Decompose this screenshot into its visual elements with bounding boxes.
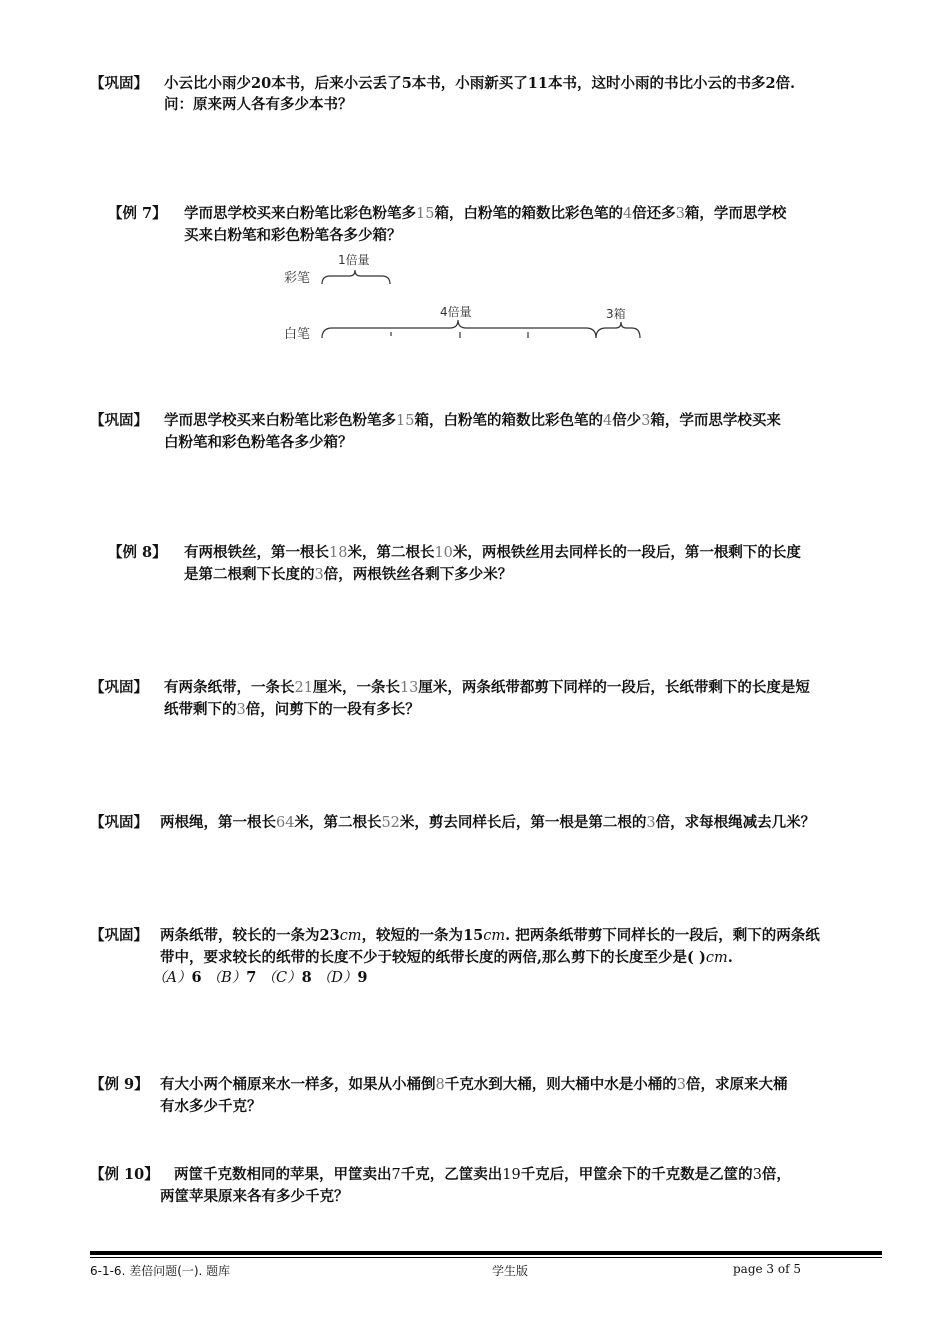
option-c: （C）8 xyxy=(261,969,312,986)
example-text: 学而思学校买来白粉笔比彩色粉笔多15箱，白粉笔的箱数比彩色笔的4倍还多3箱，学而思学校 买来白粉笔和彩色粉笔各多少箱？ xyxy=(184,205,787,244)
problem-tag: 【巩固】 xyxy=(90,927,148,944)
brace-label-four-units: 4倍量 xyxy=(440,305,472,319)
footer-doc-title: 6-1-6. 差倍问题(一). 题库 xyxy=(90,1264,231,1278)
example-tag: 【例 8】 xyxy=(108,544,167,561)
example-9 xyxy=(90,1074,890,1118)
answer-options xyxy=(152,967,367,989)
problem-q2 xyxy=(90,410,890,454)
problem-text: 有两条纸带，一条长21厘米，一条长13厘米，两条纸带都剪下同样的一段后，长纸带剩下的长度是短 纸带剩下的3倍，问剪下的一段有多长？ xyxy=(164,679,810,718)
problem-tag: 【巩固】 xyxy=(90,814,148,831)
option-d: （D）9 xyxy=(316,969,368,986)
label-colored-chalk: 彩笔 xyxy=(284,271,311,286)
footer-rule-thin xyxy=(90,1257,882,1258)
footer-edition: 学生版 xyxy=(492,1264,529,1278)
example-text: 有两根铁丝，第一根长18米，第二根长10米，两根铁丝用去同样长的一段后，第一根剩下的长度 是第二根剩下长度的3倍，两根铁丝各剩下多少米？ xyxy=(184,544,801,583)
option-a: （A）6 xyxy=(152,969,202,986)
problem-text: 两条纸带，较长的一条为23cm，较短的一条为15cm. 把两条纸带剪下同样长的一段后，剩下的两条纸 带中，要求较长的纸带的长度不少于较短的纸带长度的两倍,那么剪下的长度至少是( )cm. xyxy=(160,927,820,966)
example-tag: 【例 9】 xyxy=(90,1076,149,1093)
label-white-chalk: 白笔 xyxy=(284,327,311,342)
line-segment-diagram xyxy=(280,246,660,346)
example-10 xyxy=(90,1164,890,1208)
problem-q3 xyxy=(90,677,890,721)
problem-tag: 【巩固】 xyxy=(90,75,148,92)
example-tag: 【例 7】 xyxy=(108,205,167,222)
footer-rule-thick xyxy=(90,1251,882,1255)
footer-page-number: page 3 of 5 xyxy=(733,1262,801,1276)
brace-label-one-unit: 1倍量 xyxy=(338,253,370,267)
example-8 xyxy=(108,542,898,586)
problem-q5 xyxy=(90,925,890,989)
option-b: （B）7 xyxy=(206,969,257,986)
example-tag: 【例 10】 xyxy=(90,1166,159,1183)
problem-text: 学而思学校买来白粉笔比彩色粉笔多15箱，白粉笔的箱数比彩色笔的4倍少3箱，学而思学校买来 白粉笔和彩色粉笔各多少箱？ xyxy=(164,412,781,451)
example-text: 两筐千克数相同的苹果，甲筐卖出7千克，乙筐卖出19千克后，甲筐余下的千克数是乙筐的3倍， 两筐苹果原来各有多少千克？ xyxy=(160,1166,791,1205)
problem-text: 小云比小雨少20本书，后来小云丢了5本书，小雨新买了11本书，这时小雨的书比小云的书多2倍. 问：原来两人各有多少本书？ xyxy=(164,75,796,113)
example-text: 有大小两个桶原来水一样多，如果从小桶倒8千克水到大桶，则大桶中水是小桶的3倍，求原来大桶 有水多少千克？ xyxy=(160,1076,788,1115)
problem-q4 xyxy=(90,812,900,834)
problem-tag: 【巩固】 xyxy=(90,679,148,696)
problem-text: 两根绳，第一根长64米，第二根长52米，剪去同样长后，第一根是第二根的3倍，求每根绳减去几米？ xyxy=(160,814,816,831)
example-7 xyxy=(108,203,898,247)
problem-q1 xyxy=(90,73,890,117)
brace-label-three-boxes: 3箱 xyxy=(606,307,626,321)
problem-tag: 【巩固】 xyxy=(90,412,148,429)
